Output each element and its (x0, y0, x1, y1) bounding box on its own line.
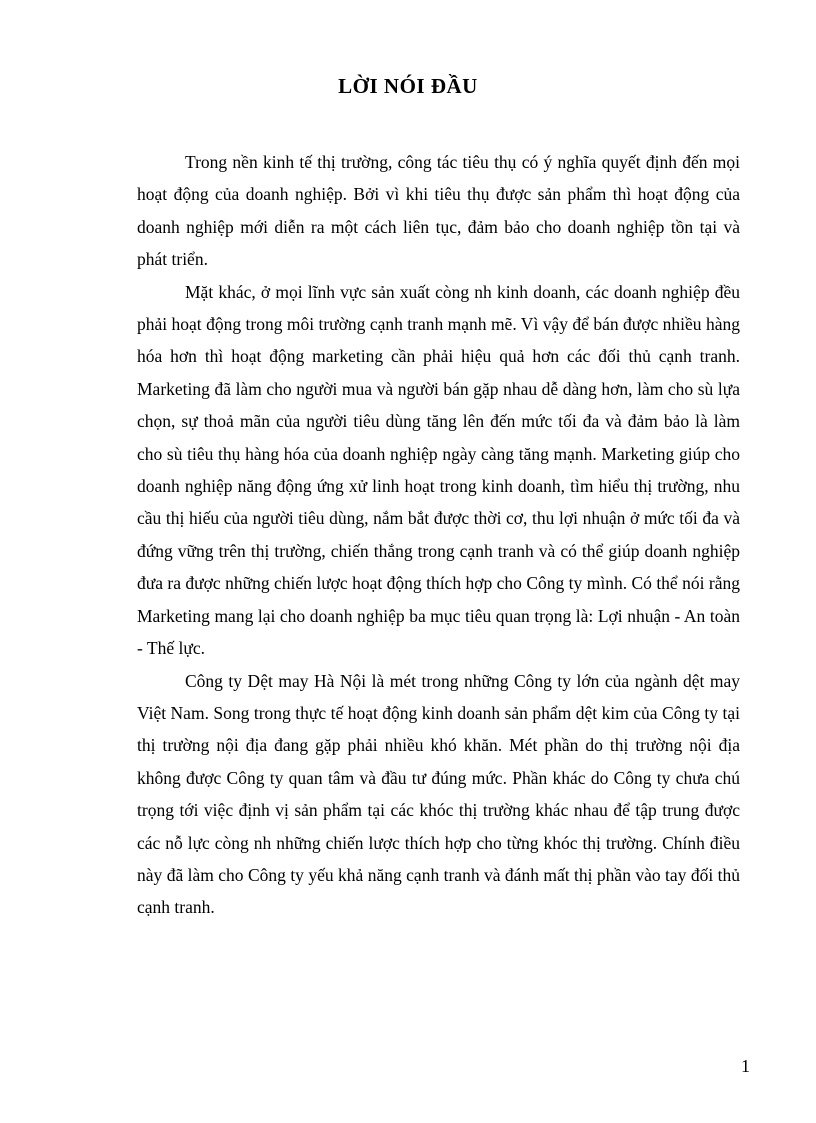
paragraph-3: Công ty Dệt may Hà Nội là mét trong những Công ty lớn của ngành dệt may Việt Nam. Song trong thực tế hoạt động kinh doanh sản phẩm dệt kim của Công ty tại thị trường nội địa đang gặp phải nhiều khó khăn. Mét phần do thị trường nội địa không được Công ty quan tâm và đầu tư đúng mức. Phần khác do Công ty chưa chú trọng tới việc định vị sản phẩm tại các khóc thị trường khác nhau để tập trung được các nỗ lực còng nh những chiến lược thích hợp cho từng khóc thị trường. Chính điều này đã làm cho Công ty yếu khả năng cạnh tranh và đánh mất thị phần vào tay đối thủ cạnh tranh. (137, 670, 740, 918)
page-number: 1 (741, 1056, 750, 1076)
paragraph-1: Trong nền kinh tế thị trường, công tác tiêu thụ có ý nghĩa quyết định đến mọi hoạt động của doanh nghiệp. Bởi vì khi tiêu thụ được sản phẩm thì hoạt động của doanh nghiệp mới diễn ra một cách liên tục, đảm bảo cho doanh nghiệp tồn tại và phát triển. (137, 152, 740, 270)
page-title: LỜI NÓI ĐẦU (338, 74, 478, 98)
paragraph-2: Mặt khác, ở mọi lĩnh vực sản xuất còng nh kinh doanh, các doanh nghiệp đều phải hoạt động trong môi trường cạnh tranh mạnh mẽ. Vì vậy để bán được nhiều hàng hóa hơn thì hoạt động marketing cần phải hiệu quả hơn các đối thủ cạnh tranh. Marketing đã làm cho người mua và người bán gặp nhau dễ dàng hơn, làm cho sù lựa chọn, sự thoả mãn của người tiêu dùng tăng lên đến mức tối đa và đảm bảo là làm cho sù tiêu thụ hàng hóa của doanh nghiệp ngày càng tăng mạnh. Marketing giúp cho doanh nghiệp năng động ứng xử linh hoạt trong kinh doanh, tìm hiểu thị trường, nhu cầu thị hiếu của người tiêu dùng, nắm bắt được thời cơ, thu lợi nhuận ở mức tối đa và đứng vững trên thị trường, chiến thắng trong cạnh tranh và có thể giúp doanh nghiệp đưa ra được những chiến lược hoạt động thích hợp cho Công ty mình. Có thể nói rằng Marketing mang lại cho doanh nghiệp ba mục tiêu quan trọng là: Lợi nhuận - An toàn - Thế lực. (137, 281, 740, 659)
body-text (137, 146, 740, 924)
